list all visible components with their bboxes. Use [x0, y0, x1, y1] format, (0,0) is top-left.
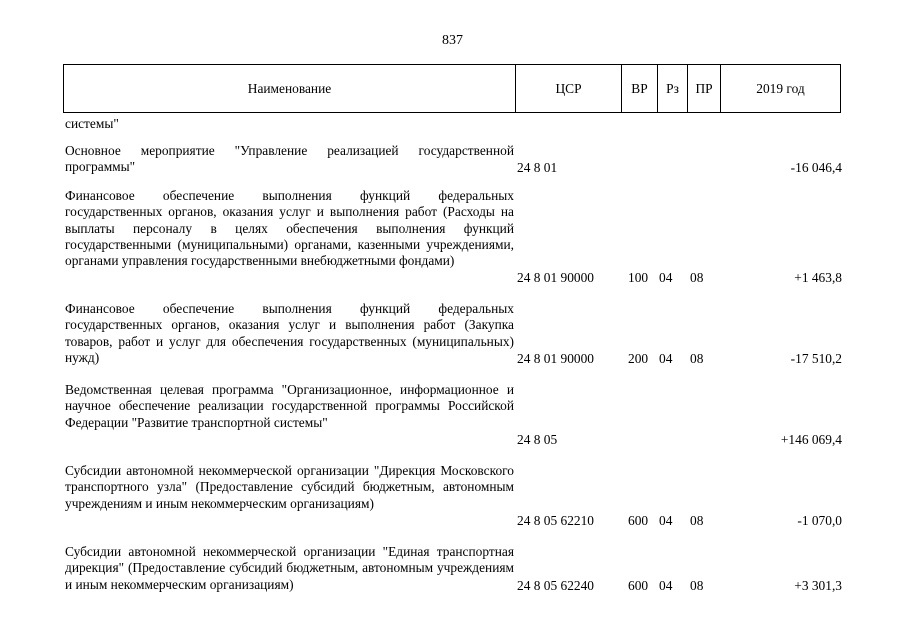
row-csr: 24 8 05 62210: [517, 512, 594, 528]
row-amount: -16 046,4: [790, 159, 842, 175]
row-amount: +1 463,8: [794, 269, 842, 285]
row-amount: +146 069,4: [780, 431, 842, 447]
row-vr: 100: [628, 269, 649, 285]
row-pr: 08: [690, 512, 704, 528]
row-csr: 24 8 01 90000: [517, 350, 594, 366]
column-header-year: 2019 год: [720, 65, 840, 112]
table-row: [0, 382, 905, 448]
row-name: системы": [65, 116, 119, 131]
row-vr: 200: [628, 350, 649, 366]
row-name: Субсидии автономной некоммерческой организации "Дирекция Московского транспортного узла" (Предоставление субсидий бюджетным, автономным учреждениям и иным некоммерческим организациям): [65, 463, 514, 511]
row-amount: -1 070,0: [797, 512, 842, 528]
row-pr: 08: [690, 577, 704, 593]
column-header-vr: ВР: [621, 65, 657, 112]
column-header-rz: Рз: [657, 65, 687, 112]
table-header: [63, 64, 841, 113]
row-rz: 04: [659, 269, 673, 285]
row-name: Субсидии автономной некоммерческой организации "Единая транспортная дирекция" (Предоставление субсидий бюджетным, автономным учреждениям и иным некоммерческим организациям): [65, 544, 514, 592]
row-pr: 08: [690, 350, 704, 366]
row-name: Основное мероприятие "Управление реализацией государственной программы": [65, 143, 514, 175]
column-header-pr: ПР: [687, 65, 720, 112]
table-row: [0, 301, 905, 367]
row-csr: 24 8 01: [517, 159, 558, 175]
row-rz: 04: [659, 577, 673, 593]
page-number: 837: [442, 33, 463, 48]
row-pr: 08: [690, 269, 704, 285]
table-row: [0, 116, 905, 133]
row-csr: 24 8 01 90000: [517, 269, 594, 285]
row-name: Ведомственная целевая программа "Организационное, информационное и научное обеспечение реализации государственной программы Российской Федерации "Развитие транспортной системы": [65, 382, 514, 430]
row-amount: -17 510,2: [790, 350, 842, 366]
row-vr: 600: [628, 512, 649, 528]
table-row: [0, 143, 905, 176]
row-name: Финансовое обеспечение выполнения функций федеральных государственных органов, оказания услуг и выполнения работ (Закупка товаров, работ и услуг для обеспечения государственных (муниципальных) нужд): [65, 301, 514, 365]
row-rz: 04: [659, 512, 673, 528]
row-name: Финансовое обеспечение выполнения функций федеральных государственных органов, оказания услуг и выполнения работ (Расходы на выплаты персоналу в целях обеспечения выполнения функций государственными (муниципальными) органами, казенными учреждениями, органами управления государственными внебюджетными фондами): [65, 188, 514, 269]
row-amount: +3 301,3: [794, 577, 842, 593]
row-rz: 04: [659, 350, 673, 366]
table-row: [0, 463, 905, 529]
row-csr: 24 8 05: [517, 431, 558, 447]
table-row: [0, 544, 905, 594]
row-vr: 600: [628, 577, 649, 593]
column-header-csr: ЦСР: [515, 65, 621, 112]
table-row: [0, 188, 905, 286]
column-header-name: Наименование: [247, 80, 332, 96]
row-csr: 24 8 05 62240: [517, 577, 594, 593]
